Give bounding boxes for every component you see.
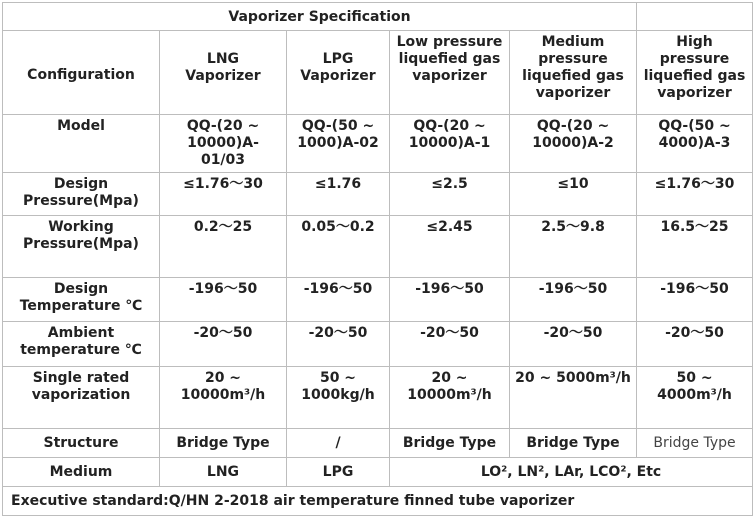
cell-design-pressure-low: ≤2.5 [390,173,510,216]
row-footer [3,487,753,516]
header-configuration: Configuration [3,31,160,115]
cell-single-rated-lpg: 50 ~ 1000kg/h [287,367,390,429]
cell-medium-lpg: LPG [287,458,390,487]
table-title: Vaporizer Specification [3,3,637,31]
label-ambient-temperature: Ambient temperature ℃ [3,322,160,367]
cell-working-pressure-medium: 2.5～9.8 [510,216,637,278]
cell-structure-medium: Bridge Type [510,429,637,458]
label-structure: Structure [3,429,160,458]
cell-structure-lpg: / [287,429,390,458]
cell-medium-lng: LNG [160,458,287,487]
cell-design-temperature-low: -196～50 [390,278,510,322]
label-design-pressure: Design Pressure(Mpa) [3,173,160,216]
cell-ambient-temperature-lpg: -20～50 [287,322,390,367]
cell-design-pressure-high: ≤1.76～30 [637,173,753,216]
cell-design-pressure-lpg: ≤1.76 [287,173,390,216]
header-row [3,31,753,115]
row-medium [3,458,753,487]
cell-single-rated-lng: 20 ~ 10000m³/h [160,367,287,429]
cell-working-pressure-lng: 0.2～25 [160,216,287,278]
row-model [3,115,753,173]
cell-structure-low: Bridge Type [390,429,510,458]
cell-model-lpg: QQ-(50 ~ 1000)A-02 [287,115,390,173]
cell-model-medium: QQ-(20 ~ 10000)A-2 [510,115,637,173]
label-single-rated-vaporization: Single rated vaporization [3,367,160,429]
cell-ambient-temperature-medium: -20～50 [510,322,637,367]
header-low-pressure-vaporizer: Low pressure liquefied gas vaporizer [390,31,510,115]
cell-model-lng: QQ-(20 ~ 10000)A- 01/03 [160,115,287,173]
header-high-pressure-vaporizer: High pressure liquefied gas vaporizer [637,31,753,115]
cell-structure-high: Bridge Type [637,429,753,458]
cell-working-pressure-lpg: 0.05～0.2 [287,216,390,278]
cell-single-rated-high: 50 ~ 4000m³/h [637,367,753,429]
cell-working-pressure-high: 16.5～25 [637,216,753,278]
cell-single-rated-medium: 20 ~ 5000m³/h [510,367,637,429]
cell-design-temperature-medium: -196～50 [510,278,637,322]
cell-model-high: QQ-(50 ~ 4000)A-3 [637,115,753,173]
row-design-temperature [3,278,753,322]
label-medium: Medium [3,458,160,487]
cell-design-pressure-lng: ≤1.76～30 [160,173,287,216]
executive-standard-note: Executive standard:Q/HN 2-2018 air temperature finned tube vaporizer [3,487,753,516]
row-ambient-temperature [3,322,753,367]
header-lng-vaporizer: LNG Vaporizer [160,31,287,115]
cell-design-pressure-medium: ≤10 [510,173,637,216]
row-structure [3,429,753,458]
cell-design-temperature-lng: -196～50 [160,278,287,322]
cell-medium-others: LO², LN², LAr, LCO², Etc [390,458,753,487]
label-design-temperature: Design Temperature ℃ [3,278,160,322]
row-working-pressure [3,216,753,278]
spec-table-container [2,2,753,516]
vaporizer-spec-table [2,2,753,516]
cell-design-temperature-high: -196～50 [637,278,753,322]
row-design-pressure [3,173,753,216]
cell-working-pressure-low: ≤2.45 [390,216,510,278]
title-row [3,3,753,31]
cell-single-rated-low: 20 ~ 10000m³/h [390,367,510,429]
cell-design-temperature-lpg: -196～50 [287,278,390,322]
label-working-pressure: Working Pressure(Mpa) [3,216,160,278]
cell-ambient-temperature-high: -20～50 [637,322,753,367]
cell-ambient-temperature-low: -20～50 [390,322,510,367]
row-single-rated-vaporization [3,367,753,429]
label-model: Model [3,115,160,173]
header-medium-pressure-vaporizer: Medium pressure liquefied gas vaporizer [510,31,637,115]
header-lpg-vaporizer: LPG Vaporizer [287,31,390,115]
cell-structure-lng: Bridge Type [160,429,287,458]
cell-model-low: QQ-(20 ~ 10000)A-1 [390,115,510,173]
cell-ambient-temperature-lng: -20～50 [160,322,287,367]
title-empty-cell [637,3,753,31]
